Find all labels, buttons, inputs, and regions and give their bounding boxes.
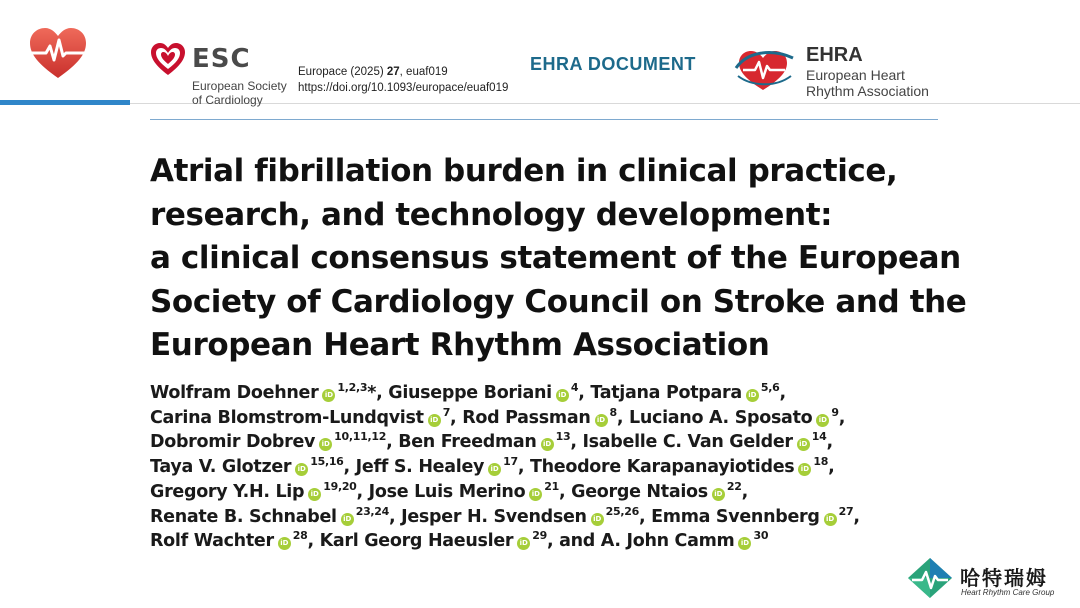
author-separator: , xyxy=(386,432,399,453)
author-separator: , xyxy=(853,506,860,527)
heart-rhythm-care-logo-icon xyxy=(906,556,954,600)
citation xyxy=(298,64,508,96)
title-line: research, and technology development: xyxy=(150,196,833,233)
affiliation-numbers: 10,11,12 xyxy=(334,430,387,444)
author-separator: , xyxy=(826,432,833,453)
header-divider xyxy=(150,119,938,120)
affiliation-numbers: 9 xyxy=(831,405,839,419)
accent-bar xyxy=(0,100,130,105)
affiliation-numbers: 14 xyxy=(811,430,827,444)
author-name: Gregory Y.H. Lip xyxy=(150,481,305,502)
author-name: Dobromir Dobrev xyxy=(150,432,316,453)
affiliation-numbers: 5,6 xyxy=(760,381,780,394)
orcid-icon[interactable]: iD xyxy=(556,389,569,402)
affiliation-numbers: 7 xyxy=(442,405,451,419)
esc-wordmark: ESC xyxy=(192,44,251,74)
author-separator: , xyxy=(638,506,652,527)
esc-sub-line1: European Society xyxy=(192,79,287,93)
document-type-label: EHRA DOCUMENT xyxy=(530,54,696,74)
orcid-icon[interactable]: iD xyxy=(746,389,759,402)
affiliation-numbers: 27 xyxy=(838,504,854,518)
orcid-icon[interactable]: iD xyxy=(816,414,829,427)
author-name: Rolf Wachter xyxy=(150,531,274,552)
affiliation-numbers: 25,26 xyxy=(605,504,639,518)
author-name: Jesper H. Svendsen xyxy=(401,506,587,527)
author-name: and A. John Camm xyxy=(559,531,735,552)
author-name: Rod Passman xyxy=(462,407,591,428)
affiliation-numbers: 21 xyxy=(544,479,560,493)
author-separator: , xyxy=(570,432,583,453)
author-separator: , xyxy=(546,531,560,552)
orcid-icon[interactable]: iD xyxy=(595,414,608,427)
author-line xyxy=(150,406,1070,431)
affiliation-numbers: 18 xyxy=(813,455,829,469)
ehra-full-name xyxy=(806,67,929,99)
author-name: Ben Freedman xyxy=(398,432,537,453)
orcid-icon[interactable]: iD xyxy=(319,438,332,451)
author-separator: , xyxy=(779,383,786,403)
orcid-icon[interactable]: iD xyxy=(798,463,811,476)
author-line xyxy=(150,480,1070,505)
affiliation-numbers: 13 xyxy=(555,430,571,444)
journal-article-id: , euaf019 xyxy=(399,66,448,78)
author-separator: , xyxy=(828,457,835,478)
esc-full-name xyxy=(192,79,302,107)
affiliation-numbers: 23,24 xyxy=(355,504,390,518)
author-line xyxy=(150,529,1070,554)
orcid-icon[interactable]: iD xyxy=(797,438,810,451)
author-name: Carina Blomstrom-Lundqvist xyxy=(150,407,424,428)
author-name: Wolfram Doehner xyxy=(150,383,319,403)
author-separator: , xyxy=(559,481,572,502)
paper-title xyxy=(150,150,1050,368)
author-line xyxy=(150,455,1070,480)
esc-sub-line2: of Cardiology xyxy=(192,93,263,107)
author-name: Karl Georg Haeusler xyxy=(319,531,514,552)
journal-reference xyxy=(298,64,508,80)
author-name: Luciano A. Sposato xyxy=(629,407,813,428)
author-name: Jeff S. Healey xyxy=(355,457,485,478)
doi-link[interactable]: https://doi.org/10.1093/europace/euaf019 xyxy=(298,82,509,94)
author-separator: , xyxy=(838,407,846,428)
journal-name: Europace (2025) xyxy=(298,66,387,78)
esc-heart-icon xyxy=(150,42,186,78)
ehra-sub-line2: Rhythm Association xyxy=(806,83,929,99)
orcid-icon[interactable]: iD xyxy=(824,513,837,526)
affiliation-numbers: 4 xyxy=(570,381,579,394)
orcid-icon[interactable]: iD xyxy=(517,537,530,550)
author-line xyxy=(150,381,1070,406)
orcid-icon[interactable]: iD xyxy=(712,488,725,501)
author-list xyxy=(150,381,1070,554)
author-separator: *, xyxy=(367,383,389,403)
author-name: Emma Svennberg xyxy=(651,506,820,527)
heart-pulse-icon xyxy=(28,26,88,82)
author-name: Tatjana Potpara xyxy=(590,383,742,403)
affiliation-numbers: 30 xyxy=(753,529,769,543)
affiliation-numbers: 29 xyxy=(532,529,547,543)
author-separator: , xyxy=(450,407,463,428)
orcid-icon[interactable]: iD xyxy=(308,488,321,501)
affiliation-numbers: 17 xyxy=(503,455,518,469)
author-name: Isabelle C. Van Gelder xyxy=(582,432,793,453)
title-line: Atrial fibrillation burden in clinical practice, xyxy=(150,153,898,189)
author-line xyxy=(150,505,1070,530)
ehra-heart-icon xyxy=(733,46,795,92)
author-separator: , xyxy=(307,531,320,552)
title-line: Society of Cardiology Council on Stroke and the xyxy=(150,283,967,320)
ehra-sub-line1: European Heart xyxy=(806,67,905,83)
care-group-name-cn: 哈特瑞姆 xyxy=(960,566,1048,590)
author-separator: , xyxy=(343,457,356,478)
title-line: European Heart Rhythm Association xyxy=(150,327,770,363)
author-name: George Ntaios xyxy=(571,481,708,502)
orcid-icon[interactable]: iD xyxy=(591,513,604,526)
affiliation-numbers: 1,2,3 xyxy=(337,381,368,394)
orcid-icon[interactable]: iD xyxy=(428,414,441,427)
orcid-icon[interactable]: iD xyxy=(278,537,291,550)
orcid-icon[interactable]: iD xyxy=(488,463,501,476)
affiliation-numbers: 15,16 xyxy=(310,455,344,469)
affiliation-numbers: 8 xyxy=(609,405,617,419)
orcid-icon[interactable]: iD xyxy=(541,438,554,451)
ehra-wordmark: EHRA xyxy=(806,44,863,66)
author-name: Jose Luis Merino xyxy=(368,481,526,502)
care-group-name-en: Heart Rhythm Care Group xyxy=(961,588,1055,597)
author-separator: , xyxy=(741,481,748,502)
author-name: Taya V. Glotzer xyxy=(150,457,292,478)
affiliation-numbers: 19,20 xyxy=(323,479,357,493)
orcid-icon[interactable]: iD xyxy=(322,389,335,402)
author-name: Theodore Karapanayiotides xyxy=(529,457,795,478)
author-separator: , xyxy=(517,457,530,478)
title-line: a clinical consensus statement of the European xyxy=(150,240,961,276)
author-separator: , xyxy=(578,383,591,403)
author-separator: , xyxy=(616,407,630,428)
author-name: Giuseppe Boriani xyxy=(388,383,552,403)
author-separator: , xyxy=(389,506,402,527)
orcid-icon[interactable]: iD xyxy=(529,488,542,501)
orcid-icon[interactable]: iD xyxy=(341,513,354,526)
affiliation-numbers: 28 xyxy=(292,529,308,543)
author-line xyxy=(150,430,1070,455)
author-name: Renate B. Schnabel xyxy=(150,506,337,527)
journal-volume: 27 xyxy=(386,66,400,78)
orcid-icon[interactable]: iD xyxy=(738,537,751,550)
author-separator: , xyxy=(356,481,369,502)
orcid-icon[interactable]: iD xyxy=(295,463,308,476)
affiliation-numbers: 22 xyxy=(726,479,742,493)
